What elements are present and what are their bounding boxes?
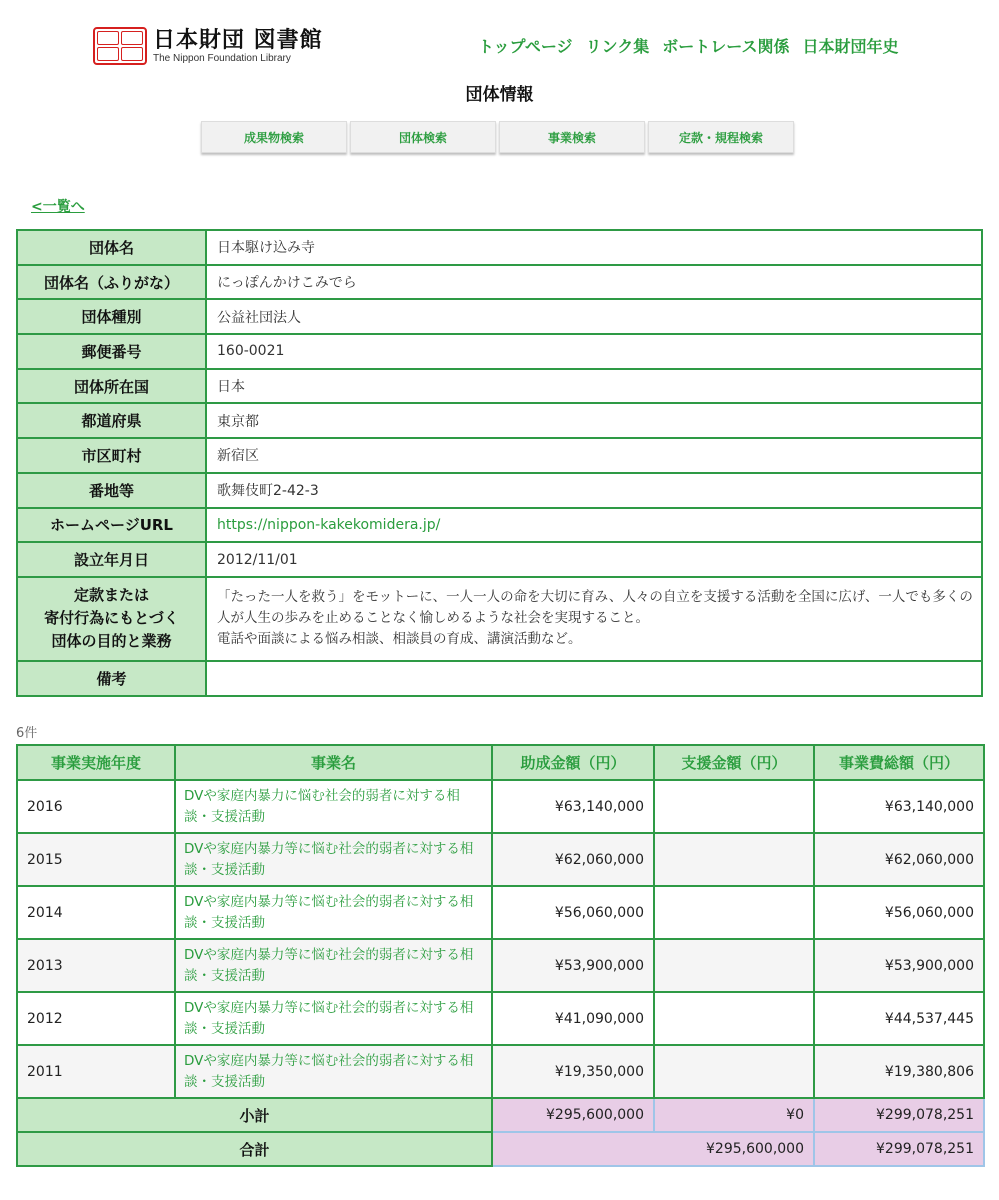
page-title: 団体情報 (465, 85, 534, 105)
cell-support (654, 833, 814, 886)
homepage-url-link[interactable]: https://nippon-kakekomidera.jp/ (217, 516, 441, 533)
cell-grant: ¥56,060,000 (492, 886, 654, 939)
cell-year: 2016 (17, 780, 175, 833)
table-row (17, 1045, 984, 1098)
cell-grant: ¥62,060,000 (492, 833, 654, 886)
info-row (17, 508, 982, 543)
purpose-label (17, 577, 206, 661)
cell-project-name (175, 1045, 492, 1098)
info-row (17, 265, 982, 300)
cell-support (654, 992, 814, 1045)
subtotal-grant: ¥295,600,000 (492, 1098, 654, 1132)
project-link[interactable]: DVや家庭内暴力等に悩む社会的弱者に対する相談・支援活動 (184, 946, 474, 984)
cell-project-name (175, 886, 492, 939)
info-label: 団体名（ふりがな） (17, 265, 206, 300)
info-row-purpose (17, 577, 982, 661)
project-link[interactable]: DVや家庭内暴力等に悩む社会的弱者に対する相談・支援活動 (184, 1052, 474, 1090)
info-row (17, 334, 982, 369)
col-header-grant[interactable]: 助成金額（円） (492, 745, 654, 780)
subtotal-row (17, 1098, 984, 1132)
cell-grant: ¥63,140,000 (492, 780, 654, 833)
project-link[interactable]: DVや家庭内暴力等に悩む社会的弱者に対する相談・支援活動 (184, 893, 474, 931)
info-value: にっぽんかけこみでら (206, 265, 982, 300)
search-tabs (201, 121, 794, 153)
cell-project-name (175, 833, 492, 886)
info-label: 市区町村 (17, 438, 206, 473)
info-label: ホームページURL (17, 508, 206, 543)
table-row (17, 992, 984, 1045)
info-label: 団体所在国 (17, 369, 206, 404)
cell-year: 2015 (17, 833, 175, 886)
project-link[interactable]: DVや家庭内暴力等に悩む社会的弱者に対する相談・支援活動 (184, 840, 474, 878)
cell-support (654, 780, 814, 833)
tab-organization-search[interactable]: 団体検索 (350, 121, 496, 153)
info-value: 日本駆け込み寺 (206, 230, 982, 265)
projects-table (16, 744, 985, 1167)
nav-link-history[interactable]: 日本財団年史 (802, 37, 899, 56)
cell-total: ¥19,380,806 (814, 1045, 984, 1098)
nav-link-boatrace[interactable]: ボートレース関係 (662, 37, 790, 56)
info-value: 2012/11/01 (206, 542, 982, 577)
table-row (17, 780, 984, 833)
col-header-support[interactable]: 支援金額（円） (654, 745, 814, 780)
purpose-label-line: 寄付行為にもとづく (44, 609, 179, 628)
cell-year: 2012 (17, 992, 175, 1045)
cell-project-name (175, 939, 492, 992)
info-row (17, 299, 982, 334)
info-label: 団体名 (17, 230, 206, 265)
nav-link-top[interactable]: トップページ (478, 37, 573, 56)
logo-text (153, 26, 323, 64)
cell-total: ¥62,060,000 (814, 833, 984, 886)
subtotal-label: 小計 (17, 1098, 492, 1132)
table-row (17, 939, 984, 992)
cell-project-name (175, 992, 492, 1045)
tab-project-search[interactable]: 事業検索 (499, 121, 645, 153)
info-row (17, 403, 982, 438)
info-value: 公益社団法人 (206, 299, 982, 334)
table-header-row (17, 745, 984, 780)
purpose-text: 「たった一人を救う」をモットーに、一人一人の命を大切に育み、人々の自立を支援する活動を全国に広げ、一人でも多くの人が人生の歩みを止めることなく愉しめるような社会を実現すること。 (217, 589, 973, 627)
site-logo[interactable] (93, 26, 323, 66)
info-label: 都道府県 (17, 403, 206, 438)
info-row (17, 369, 982, 404)
seal-logo-icon (93, 27, 147, 65)
info-value: 160-0021 (206, 334, 982, 369)
info-row (17, 230, 982, 265)
info-row (17, 542, 982, 577)
col-header-project-name[interactable]: 事業名 (175, 745, 492, 780)
table-row (17, 886, 984, 939)
cell-support (654, 1045, 814, 1098)
info-row (17, 473, 982, 508)
project-link[interactable]: DVや家庭内暴力等に悩む社会的弱者に対する相談・支援活動 (184, 999, 474, 1037)
cell-grant: ¥41,090,000 (492, 992, 654, 1045)
grandtotal-total: ¥299,078,251 (814, 1132, 984, 1166)
info-label: 団体種別 (17, 299, 206, 334)
grandtotal-combined: ¥295,600,000 (492, 1132, 814, 1166)
cell-total: ¥63,140,000 (814, 780, 984, 833)
tab-articles-search[interactable]: 定款・規程検索 (648, 121, 794, 153)
project-link[interactable]: DVや家庭内暴力に悩む社会的弱者に対する相談・支援活動 (184, 787, 460, 825)
purpose-text: 電話や面談による悩み相談、相談員の育成、講演活動など。 (217, 631, 582, 648)
cell-grant: ¥53,900,000 (492, 939, 654, 992)
cell-year: 2013 (17, 939, 175, 992)
nav-link-links[interactable]: リンク集 (585, 37, 650, 56)
cell-support (654, 939, 814, 992)
cell-total: ¥56,060,000 (814, 886, 984, 939)
tab-deliverable-search[interactable]: 成果物検索 (201, 121, 347, 153)
cell-grant: ¥19,350,000 (492, 1045, 654, 1098)
info-value: 東京都 (206, 403, 982, 438)
col-header-year[interactable]: 事業実施年度 (17, 745, 175, 780)
logo-title: 日本財団 図書館 (153, 26, 323, 53)
info-value: 歌舞伎町2-42-3 (206, 473, 982, 508)
purpose-value (206, 577, 982, 661)
logo-subtitle: The Nippon Foundation Library (153, 52, 291, 64)
info-label: 郵便番号 (17, 334, 206, 369)
cell-year: 2014 (17, 886, 175, 939)
result-count: 6件 (16, 726, 38, 741)
col-header-total[interactable]: 事業費総額（円） (814, 745, 984, 780)
info-value: 日本 (206, 369, 982, 404)
cell-support (654, 886, 814, 939)
table-row (17, 833, 984, 886)
subtotal-support: ¥0 (654, 1098, 814, 1132)
back-to-list-link[interactable]: <一覧へ (31, 199, 85, 215)
cell-total: ¥44,537,445 (814, 992, 984, 1045)
cell-project-name (175, 780, 492, 833)
organization-info-table (16, 229, 983, 697)
purpose-label-line: 定款または (73, 586, 149, 605)
remarks-value (206, 661, 982, 696)
subtotal-total: ¥299,078,251 (814, 1098, 984, 1132)
info-value: 新宿区 (206, 438, 982, 473)
purpose-label-line: 団体の目的と業務 (51, 632, 172, 651)
cell-total: ¥53,900,000 (814, 939, 984, 992)
site-header (0, 0, 999, 80)
info-row (17, 438, 982, 473)
info-value (206, 508, 982, 543)
info-label: 番地等 (17, 473, 206, 508)
cell-year: 2011 (17, 1045, 175, 1098)
grandtotal-label: 合計 (17, 1132, 492, 1166)
grandtotal-row (17, 1132, 984, 1166)
remarks-label: 備考 (17, 661, 206, 696)
info-label: 設立年月日 (17, 542, 206, 577)
info-row (17, 661, 982, 696)
top-nav (478, 34, 898, 57)
